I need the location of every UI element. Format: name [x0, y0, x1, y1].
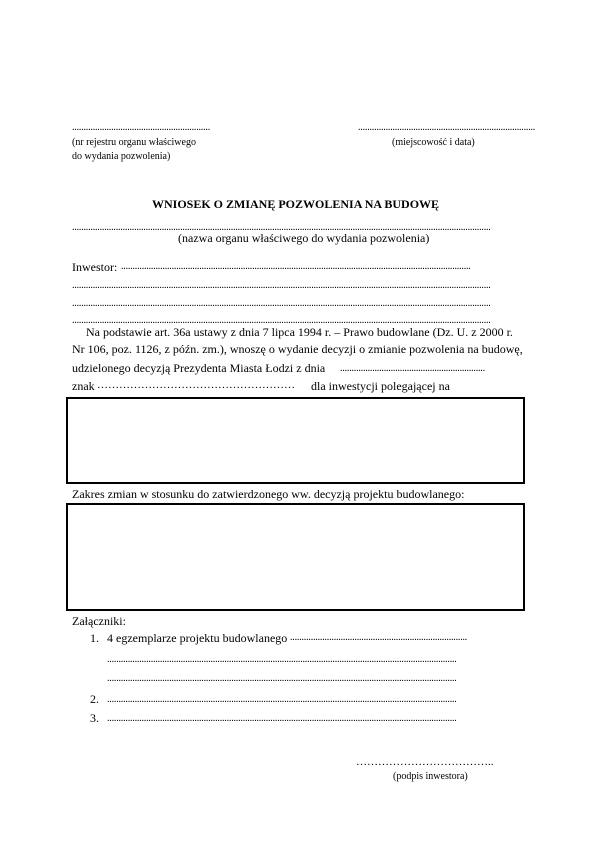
- attachments-heading: Załączniki:: [72, 614, 126, 628]
- investor-field-4[interactable]: ......................................................................................................................................................................................: [72, 315, 491, 326]
- body-line-3: udzielonego decyzją Prezydenta Miasta Łodzi z dnia: [72, 361, 326, 375]
- signature-field[interactable]: ………………………………..: [356, 756, 494, 768]
- registry-number-label-cont: do wydania pozwolenia): [72, 151, 171, 162]
- changes-scope-label: Zakres zmian w stosunku do zatwierdzonego ww. decyzją projektu budowlanego:: [72, 487, 465, 501]
- body-line-2: Nr 106, poz. 1126, z późn. zm.), wnoszę o wydanie decyzji o zmianie pozwolenia na budowę,: [72, 342, 523, 356]
- attachment-3-number: 3.: [90, 711, 99, 725]
- attachment-1-field[interactable]: .............................................................................: [290, 632, 468, 643]
- body-line-4-prefix: znak: [72, 379, 95, 393]
- changes-scope-box[interactable]: [66, 503, 525, 611]
- attachment-1-number: 1.: [90, 631, 99, 645]
- decision-ref-field[interactable]: ………………………………………………: [97, 379, 295, 391]
- investor-field-2[interactable]: ......................................................................................................................................................................................: [72, 280, 491, 291]
- body-line-4-suffix: dla inwestycji polegającej na: [311, 379, 450, 393]
- investor-field-1[interactable]: ........................................................................................................................................................: [121, 261, 471, 272]
- investment-description-box[interactable]: [66, 397, 525, 484]
- attachment-1-cont-field-2[interactable]: ........................................................................................................................................................: [107, 673, 457, 684]
- attachment-1-text: 4 egzemplarze projektu budowlanego: [107, 631, 288, 645]
- attachment-3-field[interactable]: ........................................................................................................................................................: [107, 713, 457, 724]
- investor-field-3[interactable]: ......................................................................................................................................................................................: [72, 298, 491, 309]
- signature-label: (podpis inwestora): [393, 771, 468, 782]
- authority-name-label: (nazwa organu właściwego do wydania pozwolenia): [178, 231, 430, 245]
- investor-label: Inwestor:: [72, 260, 118, 274]
- body-line-1: Na podstawie art. 36a ustawy z dnia 7 lipca 1994 r. – Prawo budowlane (Dz. U. z 2000 r.: [86, 325, 513, 339]
- attachment-2-number: 2.: [90, 692, 99, 706]
- decision-date-field[interactable]: ...............................................................: [340, 363, 485, 374]
- authority-name-field[interactable]: ......................................................................................................................................................................................: [72, 222, 491, 233]
- registry-number-field[interactable]: ............................................................: [72, 122, 211, 133]
- registry-number-label: (nr rejestru organu właściwego: [72, 137, 196, 148]
- attachment-1-cont-field-1[interactable]: ........................................................................................................................................................: [107, 654, 457, 665]
- place-date-label: (miejscowość i data): [392, 137, 475, 148]
- place-date-field[interactable]: .............................................................................: [358, 122, 536, 133]
- attachment-2-field[interactable]: ........................................................................................................................................................: [107, 694, 457, 705]
- page-title: WNIOSEK O ZMIANĘ POZWOLENIA NA BUDOWĘ: [152, 197, 440, 211]
